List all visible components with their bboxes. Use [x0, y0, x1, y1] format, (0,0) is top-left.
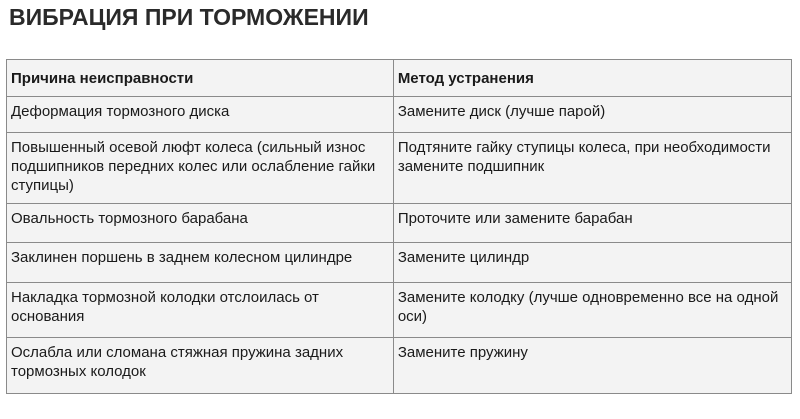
table-row: [7, 283, 792, 338]
page-title: ВИБРАЦИЯ ПРИ ТОРМОЖЕНИИ: [9, 4, 369, 30]
cause-cell: Повышенный осевой люфт колеса (сильный износ подшипников передних колес или ослабление гайки ступицы): [7, 133, 394, 204]
fix-cell: Замените пружину: [393, 338, 791, 394]
cause-cell: Деформация тормозного диска: [7, 97, 394, 133]
cause-cell: Накладка тормозной колодки отслоилась от основания: [7, 283, 394, 338]
cause-cell: Ослабла или сломана стяжная пружина задних тормозных колодок: [7, 338, 394, 394]
diagnosis-table: [6, 59, 792, 394]
cause-cell: Овальность тормозного барабана: [7, 204, 394, 243]
cause-cell: Заклинен поршень в заднем колесном цилиндре: [7, 243, 394, 283]
fix-cell: Подтяните гайку ступицы колеса, при необходимости замените подшипник: [393, 133, 791, 204]
fix-cell: Замените диск (лучше парой): [393, 97, 791, 133]
table-row: [7, 338, 792, 394]
table-row: [7, 204, 792, 243]
header-fix: Метод устранения: [393, 60, 791, 97]
table-row: [7, 97, 792, 133]
table-row: [7, 133, 792, 204]
table-row: [7, 243, 792, 283]
fix-cell: Проточите или замените барабан: [393, 204, 791, 243]
header-cause: Причина неисправности: [7, 60, 394, 97]
fix-cell: Замените колодку (лучше одновременно все на одной оси): [393, 283, 791, 338]
fix-cell: Замените цилиндр: [393, 243, 791, 283]
table-header-row: [7, 60, 792, 97]
